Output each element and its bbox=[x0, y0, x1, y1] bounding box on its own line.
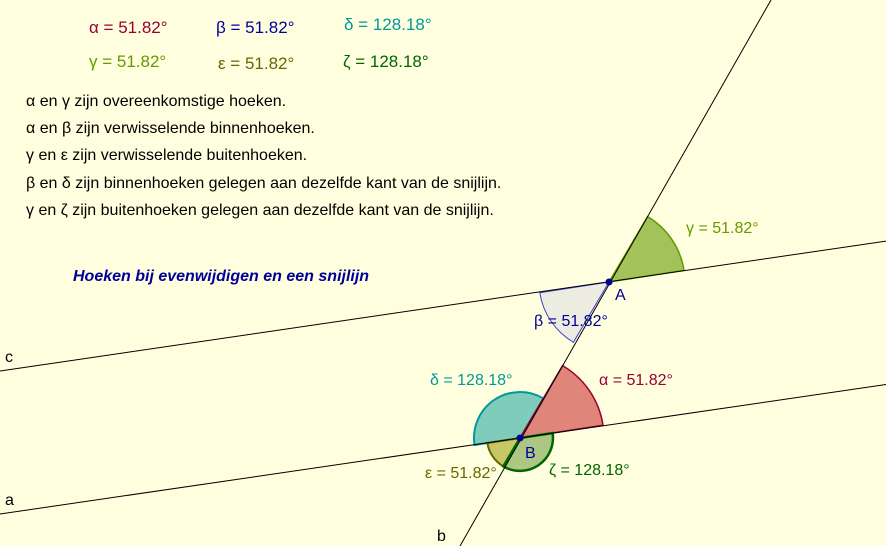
angle-label-epsilon: ε = 51.82° bbox=[425, 465, 497, 482]
statement-3: γ en ε zijn verwisselende buitenhoeken. bbox=[26, 147, 308, 164]
point-label-A: A bbox=[615, 287, 626, 304]
angle-label-alpha: α = 51.82° bbox=[599, 372, 673, 389]
measure-beta: β = 51.82° bbox=[216, 18, 295, 37]
angle-label-gamma: γ = 51.82° bbox=[686, 220, 759, 237]
measure-epsilon: ε = 51.82° bbox=[218, 54, 295, 73]
point-A[interactable] bbox=[606, 279, 613, 286]
point-B[interactable] bbox=[517, 435, 524, 442]
statement-2: α en β zijn verwisselende binnenhoeken. bbox=[26, 120, 315, 137]
line-label-a: a bbox=[5, 492, 14, 509]
page-title: Hoeken bij evenwijdigen en een snijlijn bbox=[73, 268, 370, 285]
point-label-B: B bbox=[525, 445, 536, 462]
statement-4: β en δ zijn binnenhoeken gelegen aan dezelfde kant van de snijlijn. bbox=[26, 175, 502, 192]
measure-gamma: γ = 51.82° bbox=[89, 52, 167, 71]
angle-label-delta: δ = 128.18° bbox=[430, 372, 513, 389]
measure-alpha: α = 51.82° bbox=[89, 18, 168, 37]
statement-1: α en γ zijn overeenkomstige hoeken. bbox=[26, 93, 287, 110]
line-a[interactable] bbox=[0, 385, 886, 515]
line-label-c: c bbox=[5, 349, 13, 366]
statement-5: γ en ζ zijn buitenhoeken gelegen aan dezelfde kant van de snijlijn. bbox=[26, 202, 494, 219]
angle-label-zeta: ζ = 128.18° bbox=[549, 462, 630, 479]
measure-zeta: ζ = 128.18° bbox=[343, 52, 429, 71]
measure-delta: δ = 128.18° bbox=[344, 15, 432, 34]
line-c[interactable] bbox=[0, 241, 886, 371]
angle-label-beta: β = 51.82° bbox=[534, 313, 608, 330]
line-label-b: b bbox=[437, 528, 446, 545]
